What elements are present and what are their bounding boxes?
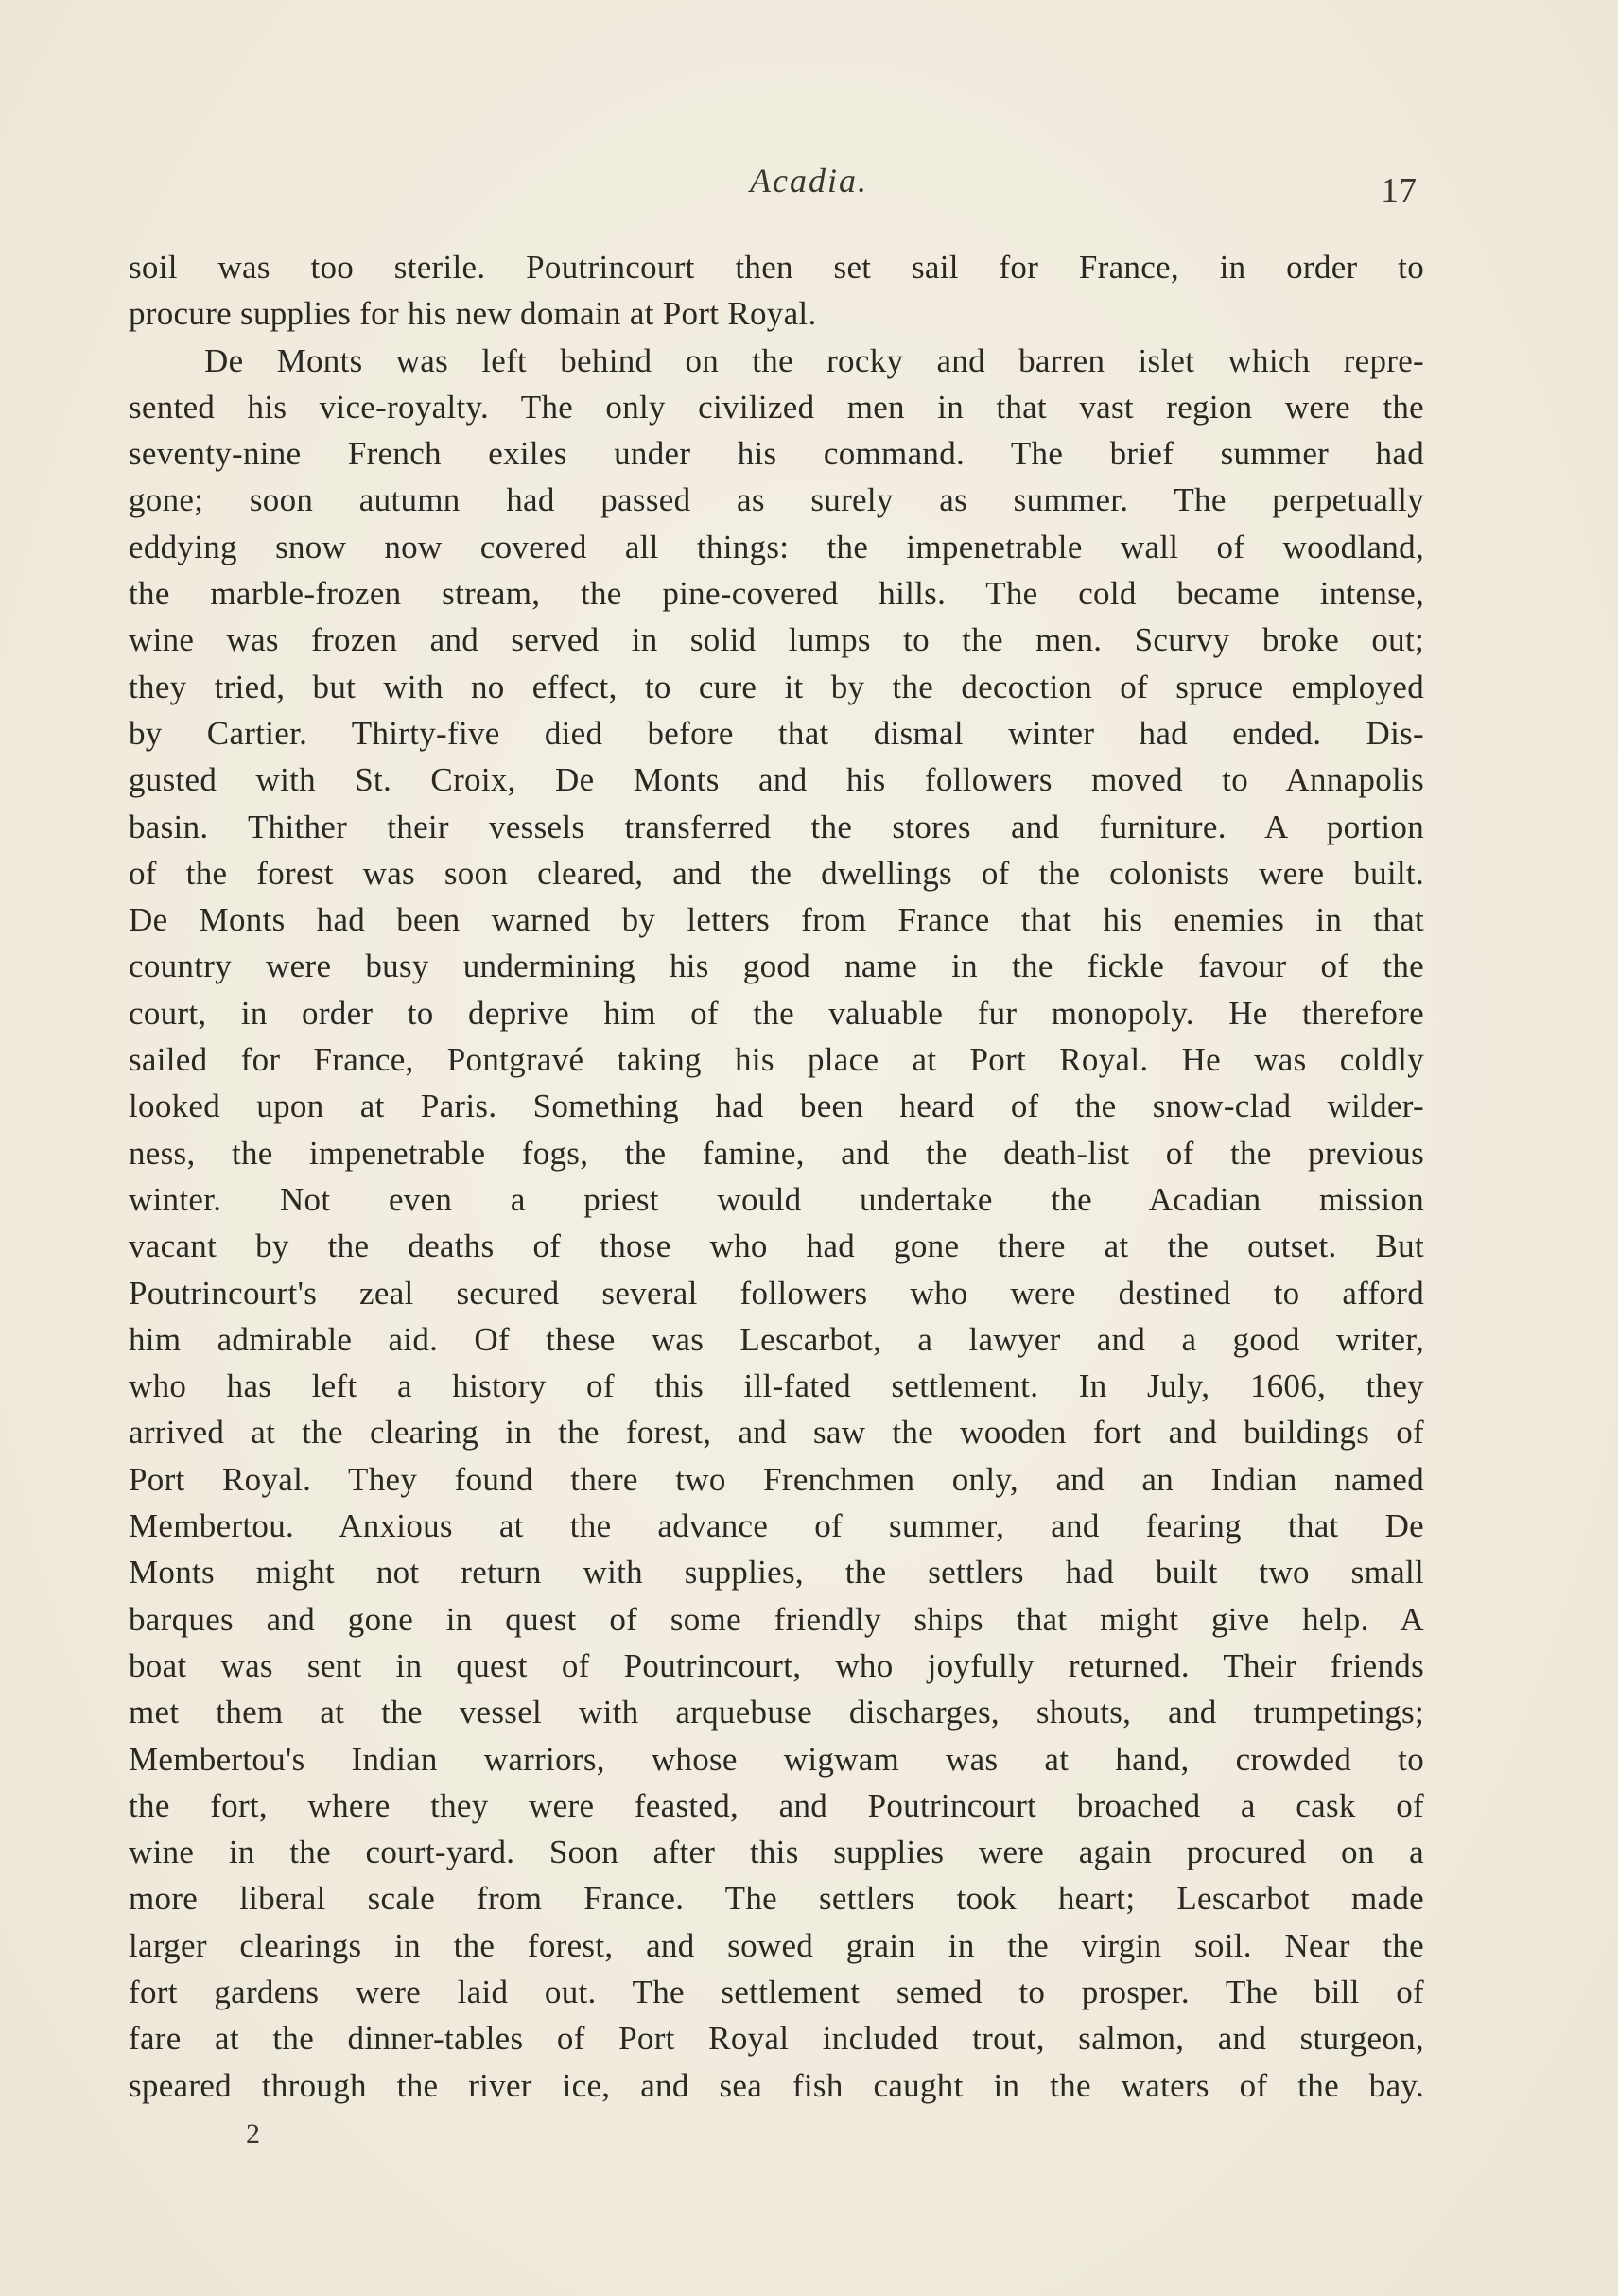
text-line: Membertou's Indian warriors, whose wigwam was at hand, crowded to [129,1740,1424,1778]
text-line: barques and gone in quest of some friendly ships that might give help. A [129,1600,1424,1638]
text-line: eddying snow now covered all things: the impenetrable wall of woodland, [129,528,1424,565]
text-line: soil was too sterile. Poutrincourt then set sail for France, in order to [129,249,1424,286]
text-line: sented his vice-royalty. The only civilized men in that vast region were the [129,388,1424,426]
text-line: the marble-frozen stream, the pine-covered hills. The cold became intense, [129,575,1424,613]
text-line: boat was sent in quest of Poutrincourt, who joyfully returned. Their friends [129,1646,1424,1684]
text-line: Membertou. Anxious at the advance of summer, and fearing that De [129,1507,1424,1545]
text-line: Poutrincourt's zeal secured several followers who were destined to afford [129,1274,1424,1312]
text-line: vacant by the deaths of those who had gone there at the outset. But [129,1227,1424,1265]
text-line: met them at the vessel with arquebuse discharges, shouts, and trumpetings; [129,1694,1424,1731]
text-line: ness, the impenetrable fogs, the famine, and the death-list of the previous [129,1134,1424,1172]
running-title: Acadia. [750,162,868,200]
page-number: 17 [1381,171,1417,211]
text-line: winter. Not even a priest would undertake the Acadian mission [129,1180,1424,1218]
text-line: him admirable aid. Of these was Lescarbot, a lawyer and a good writer, [129,1320,1424,1358]
text-line: wine in the court-yard. Soon after this supplies were again procured on a [129,1834,1424,1871]
text-line: basin. Thither their vessels transferred the stores and furniture. A portion [129,808,1424,845]
text-line: court, in order to deprive him of the valuable fur monopoly. He therefore [129,994,1424,1032]
text-line: the fort, where they were feasted, and Poutrincourt broached a cask of [129,1786,1424,1824]
text-line: speared through the river ice, and sea fish caught in the waters of the bay. [129,2066,1424,2104]
signature-mark: 2 [246,2118,260,2149]
text-line: more liberal scale from France. The settlers took heart; Lescarbot made [129,1880,1424,1918]
text-line: procure supplies for his new domain at Port Royal. [129,295,817,333]
text-line: larger clearings in the forest, and sowed grain in the virgin soil. Near the [129,1926,1424,1964]
text-line: Port Royal. They found there two Frenchmen only, and an Indian named [129,1460,1424,1498]
text-line: country were busy undermining his good name in the fickle favour of the [129,948,1424,985]
text-line: wine was frozen and served in solid lumps to the men. Scurvy broke out; [129,621,1424,659]
text-line: sailed for France, Pontgravé taking his place at Port Royal. He was coldly [129,1041,1424,1079]
text-line: fort gardens were laid out. The settlement semed to prosper. The bill of [129,1973,1424,2010]
text-line: by Cartier. Thirty-five died before that dismal winter had ended. Dis- [129,714,1424,752]
text-line: De Monts had been warned by letters from France that his enemies in that [129,901,1424,939]
text-line: fare at the dinner-tables of Port Royal included trout, salmon, and sturgeon, [129,2020,1424,2058]
text-line: Monts might not return with supplies, the settlers had built two small [129,1554,1424,1592]
text-line: who has left a history of this ill-fated settlement. In July, 1606, they [129,1367,1424,1405]
body-text [129,244,1424,2109]
text-line: looked upon at Paris. Something had been heard of the snow-clad wilder- [129,1087,1424,1125]
text-line: De Monts was left behind on the rocky and barren islet which repre- [204,341,1424,379]
text-line: gusted with St. Croix, De Monts and his followers moved to Annapolis [129,761,1424,799]
text-line: gone; soon autumn had passed as surely as summer. The perpetually [129,481,1424,519]
text-line: of the forest was soon cleared, and the dwellings of the colonists were built. [129,854,1424,892]
text-line: arrived at the clearing in the forest, and saw the wooden fort and buildings of [129,1414,1424,1452]
text-line: they tried, but with no effect, to cure it by the decoction of spruce employed [129,668,1424,705]
text-line: seventy-nine French exiles under his command. The brief summer had [129,435,1424,473]
